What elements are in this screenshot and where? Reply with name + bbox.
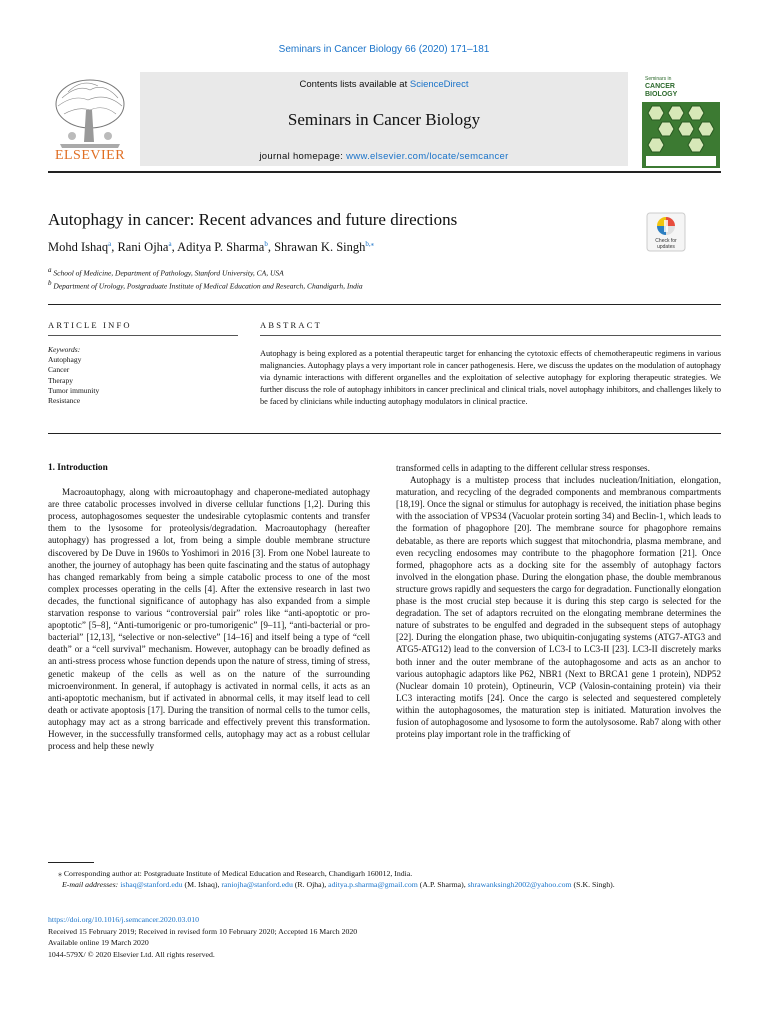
- journal-cover-thumbnail[interactable]: [642, 72, 720, 168]
- keyword: Autophagy: [48, 355, 82, 365]
- email-link[interactable]: raniojha@stanford.edu: [221, 880, 293, 890]
- abstract-rule: [260, 335, 721, 336]
- check-for-updates-label: Check for updates: [655, 238, 677, 250]
- sciencedirect-link[interactable]: ScienceDirect: [409, 79, 469, 90]
- received-dates: Received 15 February 2019; Received in revised form 10 February 2020; Accepted 16 March 2020: [48, 926, 358, 936]
- elsevier-wordmark: ELSEVIER: [54, 148, 126, 163]
- keyword: Resistance: [48, 396, 81, 406]
- body-paragraph: Autophagy is a multistep process that includes nucleation/Initiation, elongation, maturation, and recycling of the degraded components and membranous compartments [18,19]. Once the signal or stimulus for autophagy is received, the initiation phase begins with the association of VPS34 (Vacuolar protein sorting 34) and Beclin-1, which leads to the formation of phagophore [20]. The membrane source for phagophore remains debatable, as there are reports which suggest that mitochondria, plasma membrane, and even recycling endosomes may contribute to the phagophore formation [21]. Once formed, phagophore acts as a docking site for the assembly of autophagy factors involved in the elongation phase. During the elongation phase, the double membranous structure grows rapidly and sequesters the cargo for degradation. Functionally elongation phase is the most crucial step because it is during this step cargo is selected for the degradation. The set of adaptors recruited on the elongating membrane determines the nature of substrates to be engulfed and degraded in the subsequent steps of autophagy [22]. During the elongation phase, two ubiquitin-conjugating systems (ATG7-ATG3 and ATG5-ATG12) lead to the conversion of LC3-I to LC3-II [23]. LC3-II discretely marks both inner and the outer membrane of the autophagosome and acts as an anchor to various autophagic adaptors like P62, NBR1 (Next to BRCA1 gene 1 protein), NDP52 (Nuclear domain 10 protein), Optineurin, VCP (Valosin-containing protein) via their LC3 interacting motifs [24]. Once the cargo is selected and sequestered completely within the autophagosomes, the maturation step is initiated. Maturation involves the fusion of autophagosome and lysosome to form the autolysosome. Rab7 along with other proteins play important role in the trafficking of: [396, 475, 721, 740]
- author[interactable]: Shrawan K. Singh$^{b,⁎}$: [274, 240, 375, 255]
- article-info-rule: [48, 335, 238, 336]
- journal-homepage-link[interactable]: www.elsevier.com/locate/semcancer: [346, 151, 509, 162]
- body-column-right: [396, 462, 721, 740]
- corresponding-author-note: ⁎ Corresponding author at: Postgraduate Institute of Medical Education and Research, Chandigarh 160012, India.: [58, 869, 413, 878]
- cover-art: [642, 102, 720, 168]
- author-list: [48, 240, 648, 255]
- cover-title-line3: BIOLOGY: [645, 91, 678, 98]
- copyright: 1044-579X/ © 2020 Elsevier Ltd. All rights reserved.: [48, 949, 215, 959]
- cover-title-line2: CANCER: [645, 83, 675, 90]
- body-paragraph: transformed cells in adapting to the different cellular stress responses.: [396, 463, 650, 473]
- body-column-left: [48, 462, 370, 752]
- affiliation: $^b$ Department of Urology, Postgraduate Institute of Medical Education and Research, Chandigarh, India: [48, 279, 363, 291]
- author[interactable]: Mohd Ishaq$^a$,: [48, 240, 118, 255]
- doi-link[interactable]: https://doi.org/10.1016/j.semcancer.2020.03.010: [48, 915, 200, 924]
- keywords-block: [48, 345, 238, 406]
- article-title: Autophagy in cancer: Recent advances and future directions: [48, 210, 458, 229]
- article-footer: [48, 914, 721, 960]
- abstract-heading: ABSTRACT: [260, 320, 322, 330]
- journal-name: Seminars in Cancer Biology: [287, 110, 481, 129]
- keyword: Therapy: [48, 375, 73, 385]
- article-info-heading: ARTICLE INFO: [48, 320, 132, 330]
- abstract-text: Autophagy is being explored as a potential therapeutic target for enhancing the cytotoxic effects of chemotherapeutic regimens in various malignancies. Autophagy plays a very important role in cancer pathogenesis. Here, we discuss the updates on the modulation of autophagy via dynamic interactions with different organelles and the exploitation of selective autophagy for exploring therapeutic strategies. We further discuss the role of autophagy inhibitors in cancer preclinical and clinical trials, novel autophagy inhibitors, and challenges likely to be faced by clinicians while inducting autophagy modulators in clinical practice.: [260, 349, 721, 406]
- section-heading: 1. Introduction: [48, 463, 108, 473]
- keywords-label: Keywords:: [48, 345, 81, 354]
- affiliation: $^a$ School of Medicine, Department of Pathology, Stanford University, CA, USA: [48, 266, 284, 278]
- footnote-rule: [48, 862, 94, 863]
- cover-title-line1: Seminars in: [645, 76, 672, 82]
- journal-homepage-line: journal homepage: www.elsevier.com/locate/semcancer: [259, 151, 509, 162]
- header-divider: [48, 171, 721, 173]
- contents-line: Contents lists available at ScienceDirect: [299, 79, 469, 90]
- journal-reference-link[interactable]: Seminars in Cancer Biology 66 (2020) 171–181: [278, 44, 490, 55]
- footnotes: [48, 868, 721, 891]
- abstract-divider: [48, 433, 721, 434]
- body-paragraph: Macroautophagy, along with microautophagy and chaperone-mediated autophagy are three catabolic processes involved in diverse cellular functions [1,2]. During this process, autophagosomes sequester the undesirable cytoplasmic contents and transfer them to the lysosome for proteolysis/degradation. Macroautophagy (hereafter autophagy) has progressed a lot, from being a simple double membrane structure discovered by De Duve in 1960s to Yoshimori in 2016 [3]. From one Nobel laureate to another, the journey of autophagy has been quite fascinating and the status of autophagy has changed remarkably from being a simple catabolic process to one of the most complex processes operating in the cells [4]. After the extensive research in last two decades, the functional significance of autophagy has also expanded from a simple starvation response to various “controversial pair” roles like “anti-apoptotic or pro-apoptotic” [5–8], “Anti-tumorigenic or pro-tumorigenic” [9–11], “anti-bacterial or pro-bacterial” [12,13], “selective or non-selective” [14–16] and itself being a type of “cell death” or a “cell survival” mechanism. However, autophagy can be broadly defined as an anti-stress process whose function depends upon the nature of stress, timing of stress, genetic makeup of the cells as well as on the nature of the surrounding microenvironment. In general, if autophagy is activated in normal cells, it acts as an anti-apoptotic mechanism, but if activated in abnormal cells, it may itself lead to cell death or activate apoptosis [17]. During the transition of normal cells to the tumor cells, autophagy may act as a strong barricade and effectively prevent this transformation. However, in the successfully transformed cells, autophagy may act as a robust cellular process and help these newly: [48, 487, 370, 752]
- author[interactable]: Aditya P. Sharma$^b$,: [177, 240, 275, 255]
- keyword: Cancer: [48, 365, 70, 375]
- available-online: Available online 19 March 2020: [48, 938, 149, 947]
- email-addresses: E-mail addresses: ishaq@stanford.edu (M. Ishaq), raniojha@stanford.edu (R. Ojha), aditya.p.sharma@gmail.com (A.P. Sharma), shrawanksingh2002@yahoo.com (S.K. Singh).: [62, 880, 615, 890]
- email-link[interactable]: aditya.p.sharma@gmail.com: [328, 880, 418, 890]
- info-divider: [48, 304, 721, 305]
- author[interactable]: Rani Ojha$^a$,: [117, 240, 178, 255]
- email-link[interactable]: ishaq@stanford.edu: [120, 880, 183, 890]
- keyword: Tumor immunity: [48, 385, 100, 395]
- email-link[interactable]: shrawanksingh2002@yahoo.com: [467, 880, 572, 890]
